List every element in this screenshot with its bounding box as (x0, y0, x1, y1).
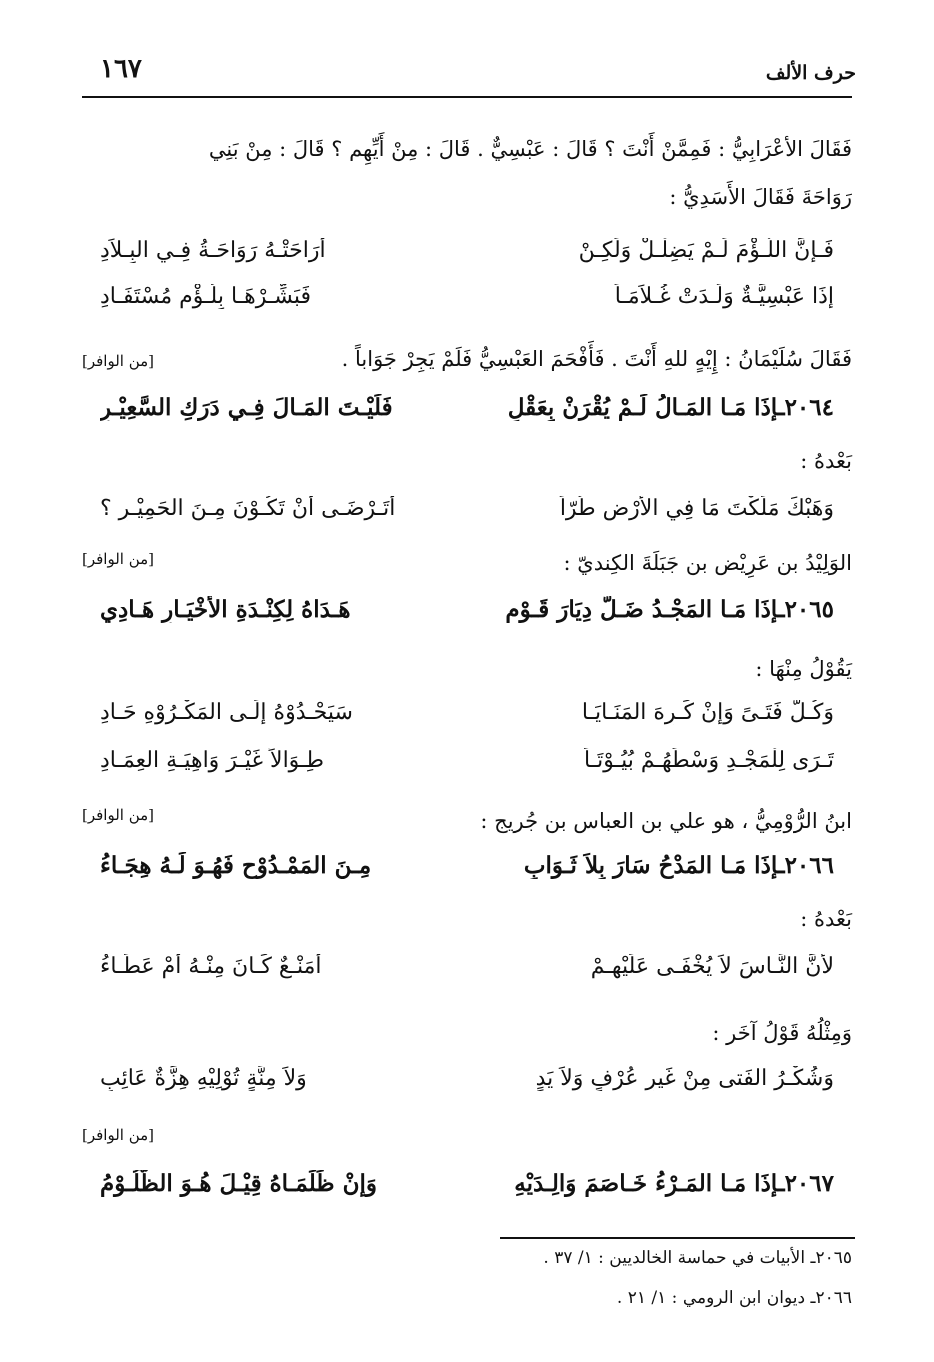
intro-verse-1 (100, 238, 834, 282)
hemistich-first: لأَنَّ النَّـاسَ لاَ يُخْفَـى عَلَيْهِـمْ (590, 954, 834, 979)
entry-2064-continuation-label: بَعْدهُ : (800, 449, 852, 473)
hemistich-first: وَشُكْـرُ الفَتى مِنْ غَيرِ عُرْفٍ وَلاَ يَدٍ (535, 1066, 834, 1091)
intro-verse-2 (100, 284, 834, 328)
entry-2066-attribution: ابنُ الرُّوْمِيُّ ، هو علي بن العباس بن جُريج : (480, 809, 852, 833)
entry-2065-follow-verse-1 (100, 700, 834, 744)
entry-2066-follow-verse-1 (100, 954, 834, 998)
entry-2065-continuation-label: يَقُوْلُ مِنْهَا : (755, 657, 852, 681)
hemistich-second: طِـوَالاً غَيْـرَ وَاهِيَـةِ العِمَـادِ (100, 748, 324, 773)
hemistich-text: إِذَا مَـا المَدْحُ سَارَ بِلاَ ثَـوَابٍ (523, 852, 778, 879)
hemistich-text: إِذَا مَـا المَـرْءُ خَـاصَمَ وَالِـدَيْهِ (514, 1170, 778, 1197)
entry-2065-follow-verse-2 (100, 748, 834, 792)
hemistich-first (494, 1170, 834, 1197)
hemistich-second: مِـنَ المَمْـدُوْحِ فَهُـوَ لَـهُ هِجَـاءُ (100, 852, 372, 879)
hemistich-second: سَيَحْـدُوْهُ إِلَـى المَكْـرُوْهِ حَـادِ (100, 700, 353, 725)
hemistich-first: وَكُـلُّ فَتَـىً وَإِنْ كَـرِهَ المَنَـايَـا (581, 700, 834, 725)
entry-2067-verse (100, 1170, 834, 1214)
intro-paragraph-1: فَقَالَ الأعْرَابِيُّ : فَمِمَّنْ أَنْتَ ؟ قَالَ : عَبْسِيٌّ . قَالَ : مِنْ أَيِّهِم ؟ قَالَ : مِنْ بَنِي (208, 137, 852, 161)
hemistich-first: تَـرَى لِلْمَجْـدِ وَسْطَهُـمْ بُيُـوْتَـاً (584, 748, 834, 773)
hemistich-second: وَإِنْ ظَلَمَـاهُ قِيْـلَ هُـوَ الظَّلُـوْمُ (100, 1170, 378, 1197)
meter-label: [من الوافر] (82, 806, 155, 824)
intro-paragraph-2: رَوَاحَةَ فَقَالَ الأَسَدِيُّ : (669, 185, 852, 209)
header-rule (82, 96, 852, 98)
hemistich-second: فَبَشِّـرْهَـا بِلُـؤْمٍ مُسْتَفَـادِ (100, 284, 312, 309)
entry-2066-similar-label: وَمِثْلُهُ قَوْلُ آخَر : (712, 1021, 852, 1045)
entry-number: ٢٠٦٥ـ (777, 596, 834, 623)
hemistich-first (494, 596, 834, 623)
footnote-2066: ٢٠٦٦ـ ديوان ابن الرومي : ١/ ٢١ . (616, 1288, 852, 1308)
hemistich-second: أَتَـرْضَـى أَنْ تَكُـوْنَ مِـنَ الحَمِيْـرِ ؟ (100, 496, 396, 521)
entry-2066-follow-verse-2 (100, 1066, 834, 1110)
entry-number: ٢٠٦٦ـ (777, 852, 834, 879)
hemistich-second: هَـدَاهُ لِكِنْـدَةِ الأَخْيَـارِ هَـادِي (100, 596, 351, 623)
hemistich-first (494, 852, 834, 879)
entry-2065-verse (100, 596, 834, 640)
hemistich-second: وَلاَ مِنَّةٍ تُوْلِيْهِ هِزَّةٌ عَائِبِ (100, 1066, 307, 1091)
hemistich-first (494, 394, 834, 421)
hemistich-first: وَهَبْكَ مَلَكْتَ مَا فِي الأَرْضِ طُرّاً (559, 496, 834, 521)
meter-label: [من الوافر] (82, 550, 155, 568)
entry-2066-verse (100, 852, 834, 896)
footnote-2065: ٢٠٦٥ـ الأبيات في حماسة الخالديين : ١/ ٣٧ . (543, 1248, 852, 1268)
hemistich-text: إِذَا مَـا المَـالُ لَـمْ يُقْرَنْ بِعَقْلٍ (507, 394, 778, 421)
hemistich-second: فَلَيْـتَ المَـالَ فِـي دَرَكِ السَّعِيْـرِ (100, 394, 393, 421)
page-number: ١٦٧ (100, 54, 142, 84)
running-header-chapter: حرف الألف (765, 62, 856, 84)
entry-number: ٢٠٦٧ـ (777, 1170, 834, 1197)
entry-2065-attribution: الوَلِيْدُ بن عَرِيْض بن جَبَلَةَ الكِنديّ : (563, 551, 852, 575)
hemistich-first: فَـإِنَّ اللُّـؤْمَ لَـمْ يَضِلْـلْ وَلَكِـنْ (578, 238, 834, 263)
hemistich-first: إِذَا عَبْسِيَّـةٌ وَلَـدَتْ غُـلاَمَـاً (614, 284, 834, 309)
footnote-rule (500, 1237, 855, 1239)
hemistich-text: إِذَا مَـا المَجْـدُ ضَـلَّ دِيَارَ قَـوْمٍ (505, 596, 778, 623)
entry-number: ٢٠٦٤ـ (777, 394, 834, 421)
entry-2064-follow-verse (100, 496, 834, 540)
intro-paragraph-3: فَقَالَ سُلَيْمَانُ : إِيْهٍ للهِ أَنْتَ . فَأَفْحَمَ العَبْسِيُّ فَلَمْ يَجِرْ جَوَاباً . (341, 347, 852, 371)
hemistich-second: أَرَاحَتْـهُ رَوَاحَـةُ فِـي البِـلاَدِ (100, 238, 326, 263)
hemistich-second: أَمَنْـعٌ كَـانَ مِنْـهُ أَمْ عَطَـاءُ (100, 954, 322, 979)
entry-2066-continuation-label: بَعْدهُ : (800, 907, 852, 931)
meter-label: [من الوافر] (82, 352, 155, 370)
entry-2064-verse (100, 394, 834, 438)
meter-label: [من الوافر] (82, 1126, 155, 1144)
